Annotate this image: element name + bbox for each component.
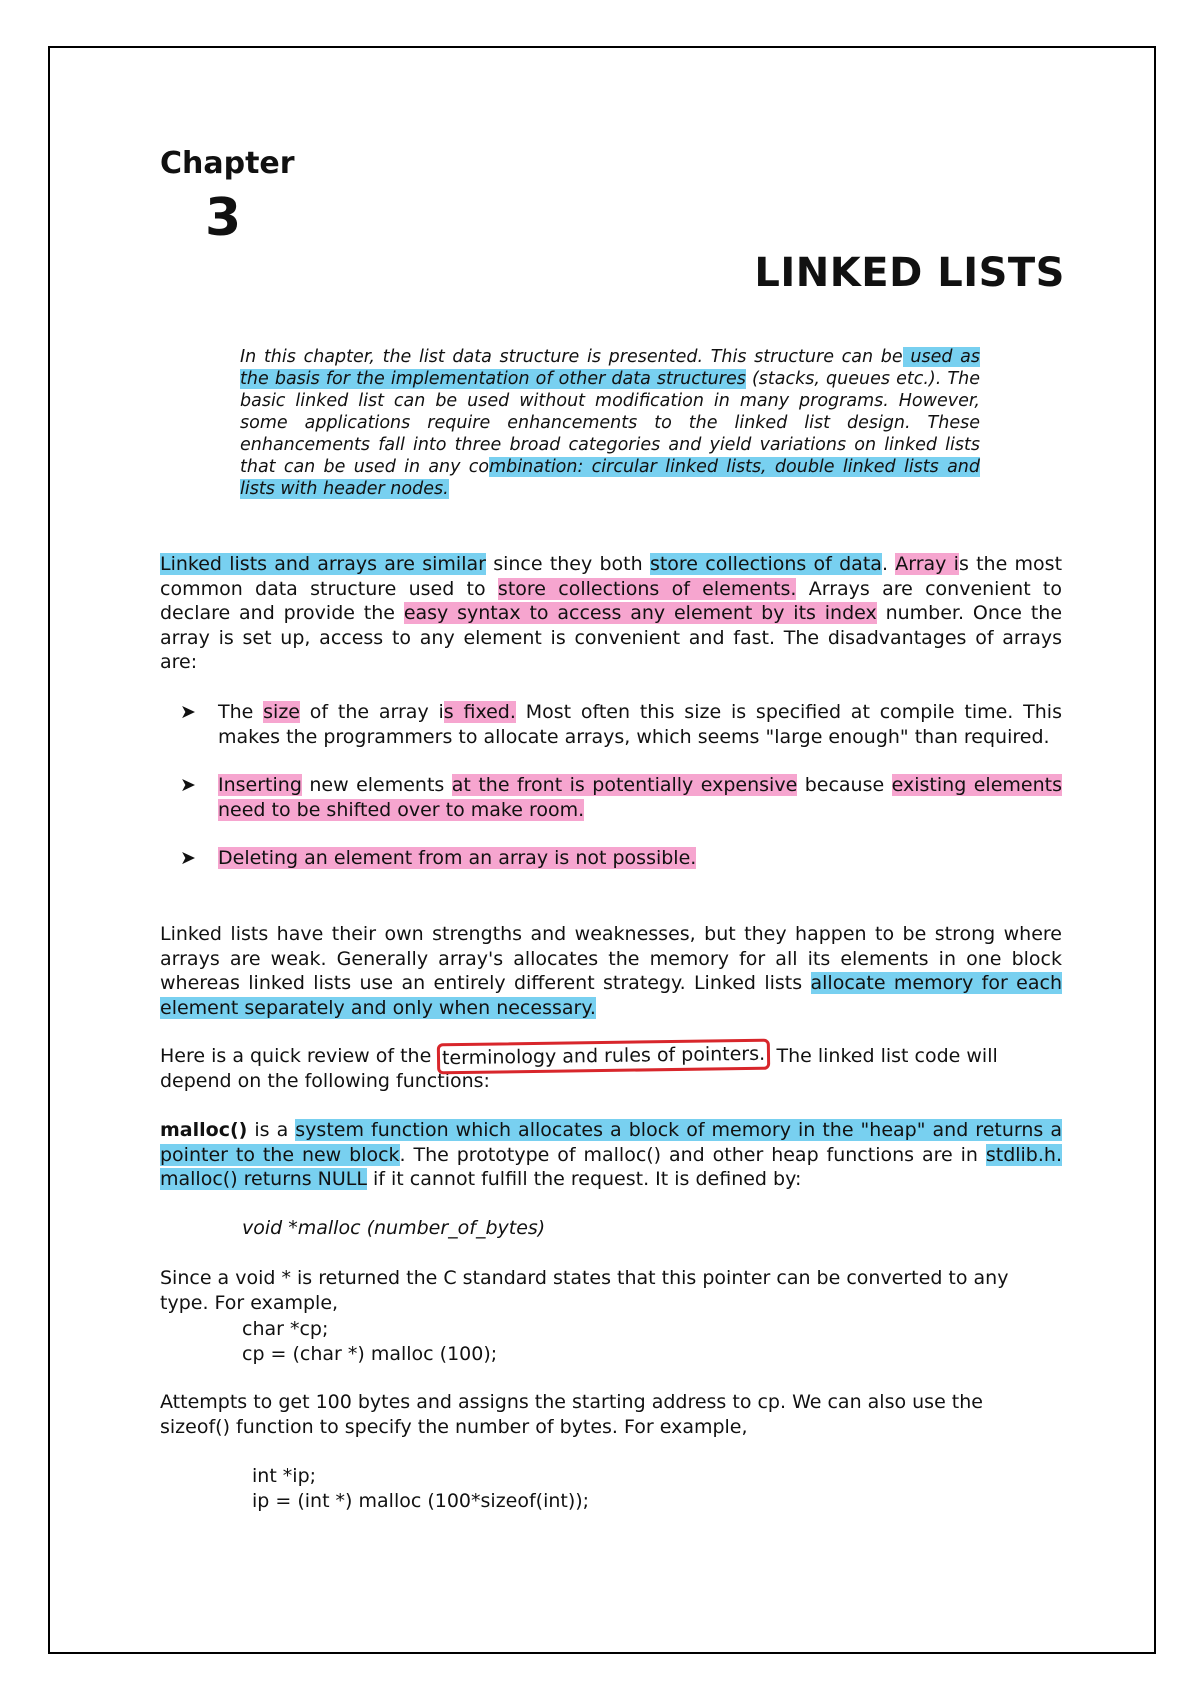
text: number. Once the array is set up, access to any element is convenient and fast. The disadvantages of arrays are: [160, 602, 1063, 673]
highlight: Inserting [218, 774, 302, 796]
paragraph-malloc [160, 1118, 1062, 1192]
highlight: allocate memory for each element separately and only when necessary. [160, 972, 1062, 1019]
paragraph-linked-lists [160, 922, 1062, 1020]
text: of the array i [299, 701, 444, 723]
text: Linked lists have their own strengths and weaknesses, but they happen to be strong where arrays are weak. Generally array's allocates the memory for all its elements in one block whereas linked lists use an entirely different strategy. Linked lists [160, 923, 1062, 994]
arrow-bullet-icon: ➤ [180, 701, 196, 723]
paragraph-void-pointer: Since a void * is returned the C standard states that this pointer can be converted to any type. For example, [160, 1267, 1009, 1314]
text: since they both [485, 553, 650, 575]
text: The linked list code will depend on the following functions: [160, 1045, 998, 1092]
text: . [881, 553, 896, 575]
text: if it cannot fulfill the request. It is defined by: [366, 1168, 802, 1190]
chapter-abstract [240, 346, 980, 500]
paragraph-pointers [160, 1044, 1020, 1093]
highlight: existing elements need to be shifted over to make room. [218, 774, 1062, 821]
chapter-title: LINKED LISTS [754, 250, 1065, 296]
text: s the most common data structure used to [160, 553, 1063, 600]
text: Arrays are convenient to declare and provide the [160, 577, 1062, 624]
paragraph-arrays [160, 552, 1062, 675]
code-example-2 [160, 1464, 1154, 1513]
abstract-text: In this chapter, the list data structure is presented. This structure can be [240, 347, 903, 367]
list-item [180, 700, 1062, 749]
abstract-highlight: used as the basis for the implementation of other data structures [240, 347, 980, 389]
code-line: ip = (int *) malloc (100*sizeof(int)); [252, 1489, 590, 1512]
code-line: int *ip; [252, 1465, 317, 1487]
highlight: system function which allocates a block of memory in the "heap" and returns a pointer to the new block [160, 1119, 1062, 1166]
list-item-text [218, 773, 1062, 822]
arrow-bullet-icon: ➤ [180, 847, 196, 869]
malloc-term: malloc() [160, 1119, 248, 1141]
highlight: store collections of data [649, 553, 882, 575]
abstract-highlight: mbination: circular linked lists, double linked lists and lists with header nodes. [240, 457, 980, 499]
highlight: Array i [895, 553, 959, 575]
highlight: size [263, 701, 300, 723]
arrow-bullet-icon: ➤ [180, 774, 196, 796]
chapter-label: Chapter [160, 146, 295, 181]
disadvantages-list [180, 700, 1062, 895]
text: Most often this size is specified at compile time. This makes the programmers to allocate arrays, which seems "large enough" than required. [218, 701, 1062, 748]
list-item [180, 846, 1062, 871]
highlight: s fixed. [443, 701, 516, 723]
list-item [180, 773, 1062, 822]
highlight: Linked lists and arrays are similar [160, 553, 486, 575]
highlight: Deleting an element from an array is not possible. [218, 847, 697, 869]
highlight: at the front is potentially expensive [451, 774, 798, 796]
list-item-text [218, 700, 1062, 749]
list-item-text [218, 846, 1062, 871]
text: new elements [301, 774, 452, 796]
chapter-number: 3 [205, 188, 242, 248]
malloc-signature: void *malloc (number_of_bytes) [242, 1217, 546, 1239]
text: Here is a quick review of the [160, 1045, 438, 1067]
text: The [218, 701, 264, 723]
code-line: char *cp; [242, 1318, 329, 1340]
highlight: stdlib.h. malloc() returns NULL [160, 1143, 1062, 1190]
highlight: easy syntax to access any element by its index [403, 602, 877, 624]
red-circled-text: terminology and rules of pointers. [437, 1039, 771, 1074]
text: is a [247, 1119, 296, 1141]
paragraph-sizeof: Attempts to get 100 bytes and assigns the starting address to cp. We can also use the sizeof() function to specify the number of bytes. For example, [160, 1391, 983, 1438]
abstract-text: (stacks, queues etc.). The basic linked list can be used without modification in many programs. However, some applications require enhancements to the linked list design. These enhancements fall into three broad categories and yield variations on linked lists that can be used in any co [240, 369, 980, 477]
text: . The prototype of malloc() and other heap functions are in [399, 1143, 986, 1166]
code-example-1 [160, 1317, 1144, 1366]
text: because [797, 774, 892, 796]
code-line: cp = (char *) malloc (100); [242, 1342, 498, 1365]
highlight: store collections of elements. [497, 577, 797, 600]
